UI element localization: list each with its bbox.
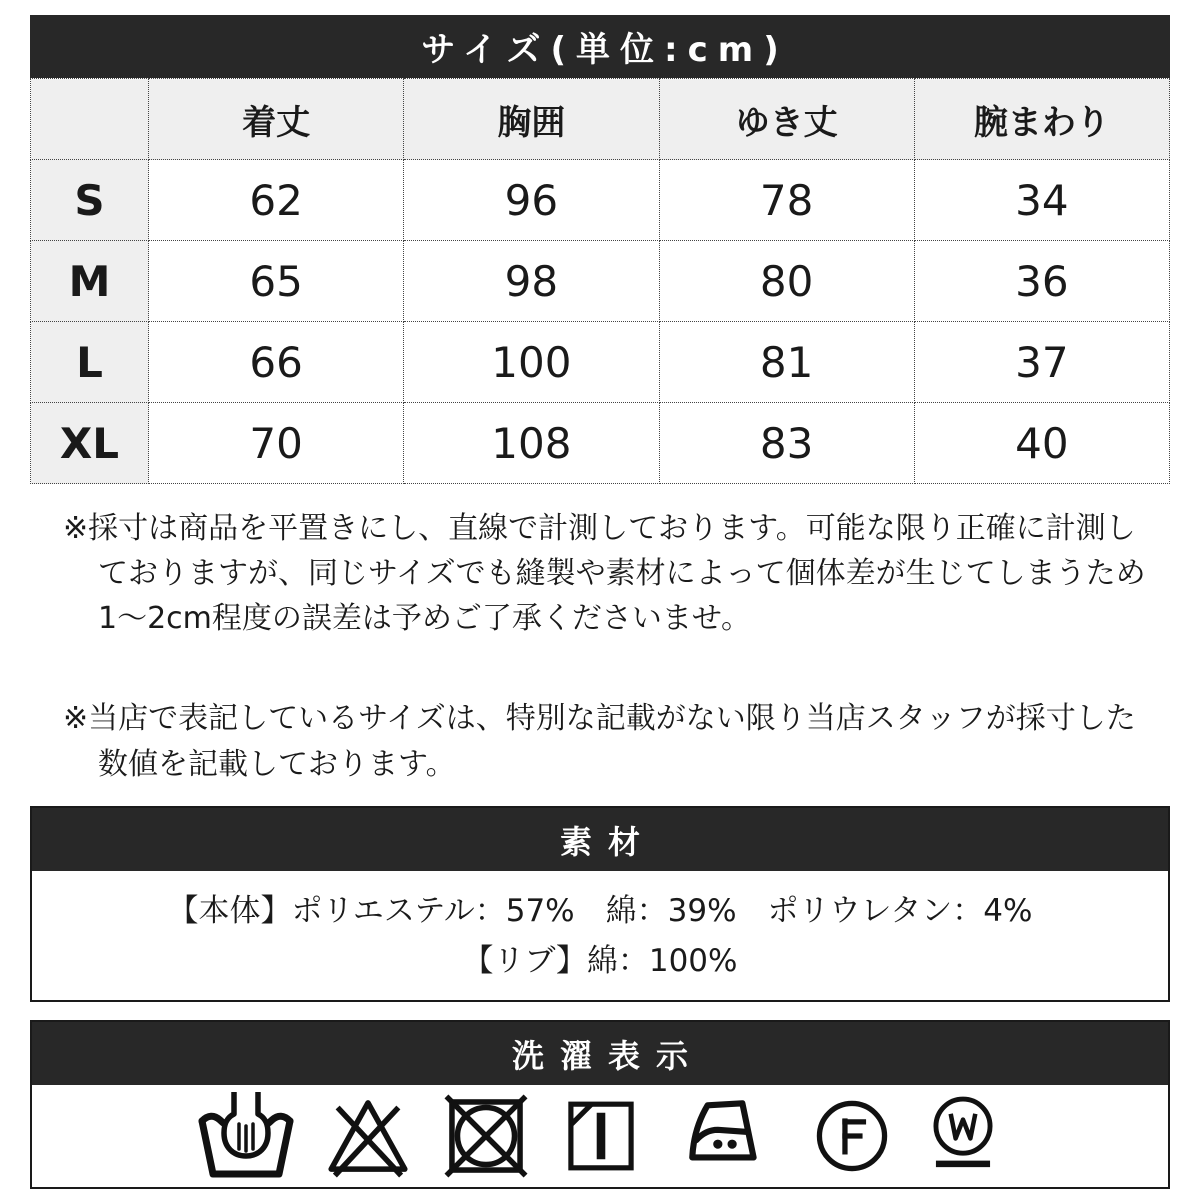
size-label: XL: [31, 403, 149, 484]
size-value: 80: [659, 241, 914, 322]
size-chart-section: [30, 15, 1170, 484]
size-value: 100: [404, 322, 659, 403]
size-table-header-row: [31, 79, 1170, 160]
staff-measure-note: [63, 696, 1170, 788]
note-line: ※当店で表記しているサイズは、特別な記載がない限り当店スタッフが採寸した: [63, 701, 1136, 736]
material-title: 素材: [32, 808, 1168, 871]
table-row: [31, 322, 1170, 403]
do-not-tumble-dry-icon: [440, 1090, 532, 1182]
size-value: 98: [404, 241, 659, 322]
size-value: 108: [404, 403, 659, 484]
column-header: ゆき丈: [659, 79, 914, 160]
size-value: 65: [149, 241, 404, 322]
note-line: ておりますが、同じサイズでも縫製や素材によって個体差が生じてしまうため: [98, 556, 1146, 591]
material-line: 【本体】ポリエステル：57% 綿：39% ポリウレタン：4%: [167, 892, 1033, 929]
note-line: 1〜2cm程度の誤差は予めご了承くださいませ。: [98, 601, 751, 636]
do-not-bleach-icon: [322, 1090, 414, 1182]
size-value: 34: [914, 160, 1169, 241]
material-body: [32, 871, 1168, 1000]
size-label: M: [31, 241, 149, 322]
hand-wash-icon: [196, 1090, 296, 1182]
table-row: [31, 403, 1170, 484]
dry-clean-f-icon: [808, 1090, 896, 1182]
corner-cell: [31, 79, 149, 160]
size-value: 36: [914, 241, 1169, 322]
care-section: [30, 1020, 1170, 1189]
wet-clean-w-icon: [922, 1090, 1004, 1182]
note-line: ※採寸は商品を平置きにし、直線で計測しております。可能な限り正確に計測し: [63, 511, 1136, 546]
size-value: 62: [149, 160, 404, 241]
size-value: 96: [404, 160, 659, 241]
note-line: 数値を記載しております。: [98, 747, 456, 782]
column-header: 胸囲: [404, 79, 659, 160]
care-symbols-row: [32, 1085, 1168, 1187]
care-title: 洗濯表示: [32, 1022, 1168, 1085]
line-dry-in-shade-icon: [558, 1090, 644, 1182]
material-section: [30, 806, 1170, 1002]
table-row: [31, 160, 1170, 241]
size-label: S: [31, 160, 149, 241]
size-value: 66: [149, 322, 404, 403]
iron-two-dots-icon: [670, 1090, 782, 1182]
size-value: 78: [659, 160, 914, 241]
size-value: 37: [914, 322, 1169, 403]
column-header: 腕まわり: [914, 79, 1169, 160]
size-value: 81: [659, 322, 914, 403]
measurement-note: [63, 506, 1170, 641]
table-row: [31, 241, 1170, 322]
material-line: 【リブ】綿：100%: [462, 942, 738, 979]
column-header: 着丈: [149, 79, 404, 160]
size-table: [30, 78, 1170, 484]
size-value: 70: [149, 403, 404, 484]
size-value: 40: [914, 403, 1169, 484]
size-chart-title: サイズ(単位:cm): [30, 15, 1170, 78]
size-label: L: [31, 322, 149, 403]
size-value: 83: [659, 403, 914, 484]
